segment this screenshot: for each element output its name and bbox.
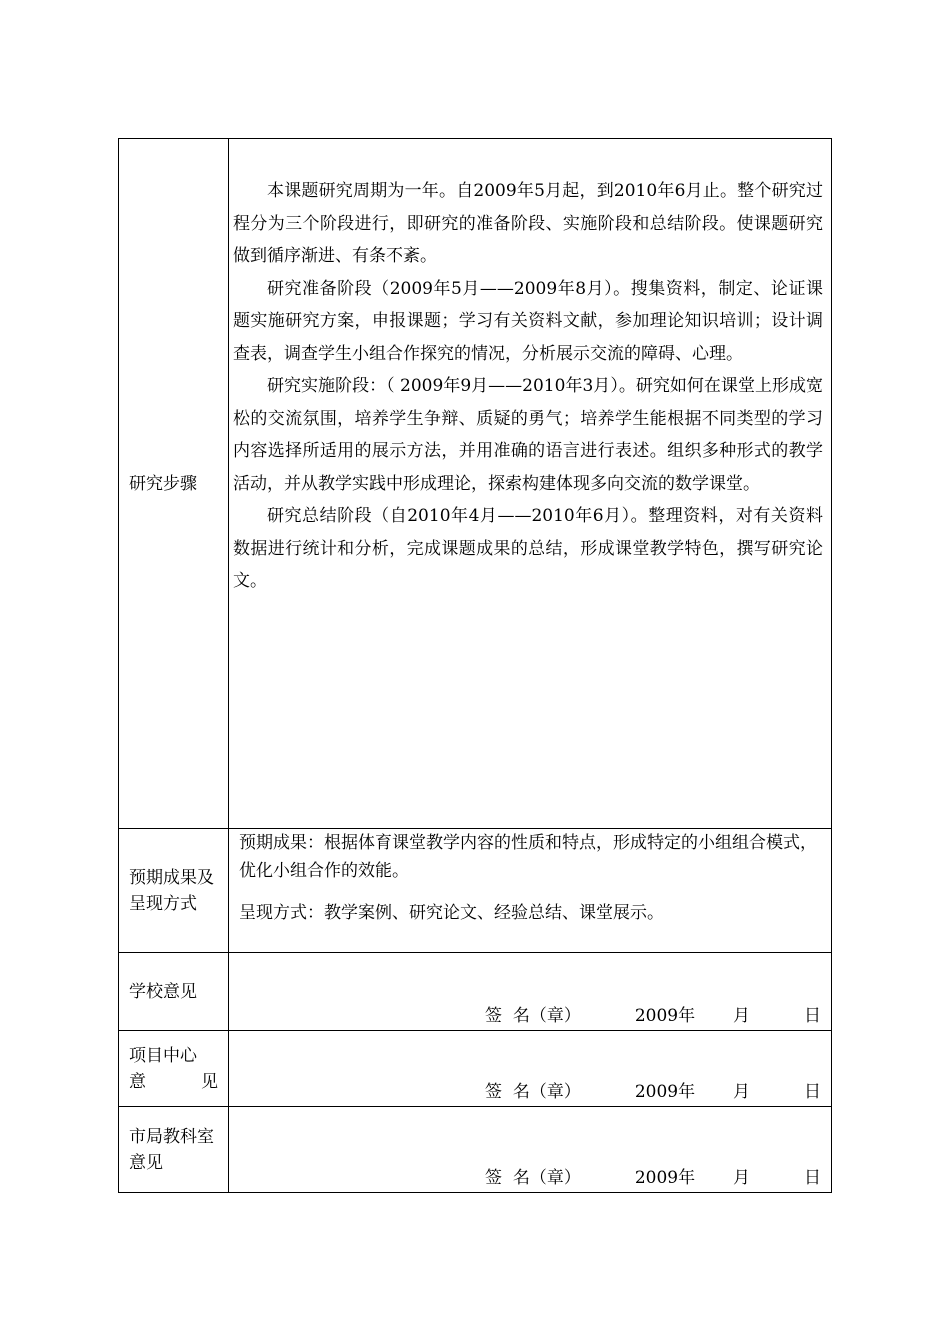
application-form-table xyxy=(118,138,832,1193)
project-center-opinion-field[interactable] xyxy=(229,1031,832,1107)
bureau-opinion-label: 市局教科室意见 xyxy=(119,1107,229,1193)
project-center-opinion-label xyxy=(119,1031,229,1107)
project-center-signature-line: 签 名（章） 2009年 月 日 xyxy=(485,1082,821,1102)
school-opinion-label: 学校意见 xyxy=(119,953,229,1031)
expected-outcome-text: 预期成果：根据体育课堂教学内容的性质和特点，形成特定的小组组合模式，优化小组合作的效能。 xyxy=(239,833,817,881)
expected-outcome-content xyxy=(229,829,832,953)
project-center-label-line2: 意 见 xyxy=(129,1071,218,1092)
school-opinion-field[interactable] xyxy=(229,953,832,1031)
project-center-opinion-row xyxy=(119,1031,832,1107)
expected-outcome-row xyxy=(119,829,832,953)
bureau-opinion-row xyxy=(119,1107,832,1193)
school-opinion-row xyxy=(119,953,832,1031)
steps-paragraph-implementation: 研究实施阶段：（ 2009年9月——2010年3月）。研究如何在课堂上形成宽松的交流氛围，培养学生争辩、质疑的勇气；培养学生能根据不同类型的学习内容选择所适用的展示方法，并用准确的语言进行表述。组织多种形式的教学活动，并从教学实践中形成理论，探索构建体现多向交流的数学课堂。 xyxy=(233,376,823,494)
expected-outcome-label: 预期成果及呈现方式 xyxy=(119,829,229,953)
school-signature-line: 签 名（章） 2009年 月 日 xyxy=(485,1006,821,1026)
steps-paragraph-overview: 本课题研究周期为一年。自2009年5月起，到2010年6月止。整个研究过程分为三个阶段进行，即研究的准备阶段、实施阶段和总结阶段。使课题研究做到循序渐进、有条不紊。 xyxy=(233,181,823,266)
research-steps-content xyxy=(229,139,832,829)
steps-paragraph-preparation: 研究准备阶段（2009年5月——2009年8月）。搜集资料，制定、论证课题实施研究方案，申报课题；学习有关资料文献，参加理论知识培训；设计调查表，调查学生小组合作探究的情况，分析展示交流的障碍、心理。 xyxy=(233,278,823,364)
bureau-signature-line: 签 名（章） 2009年 月 日 xyxy=(485,1168,821,1188)
research-steps-label: 研究步骤 xyxy=(119,139,229,829)
research-steps-row xyxy=(119,139,832,829)
bureau-opinion-field[interactable] xyxy=(229,1107,832,1193)
project-center-label-line1: 项目中心 xyxy=(129,1045,197,1066)
steps-paragraph-summary: 研究总结阶段（自2010年4月——2010年6月）。整理资料，对有关资料数据进行统计和分析，完成课题成果的总结，形成课堂教学特色，撰写研究论文。 xyxy=(233,506,823,591)
presentation-method-text: 呈现方式：教学案例、研究论文、经验总结、课堂展示。 xyxy=(239,903,664,923)
